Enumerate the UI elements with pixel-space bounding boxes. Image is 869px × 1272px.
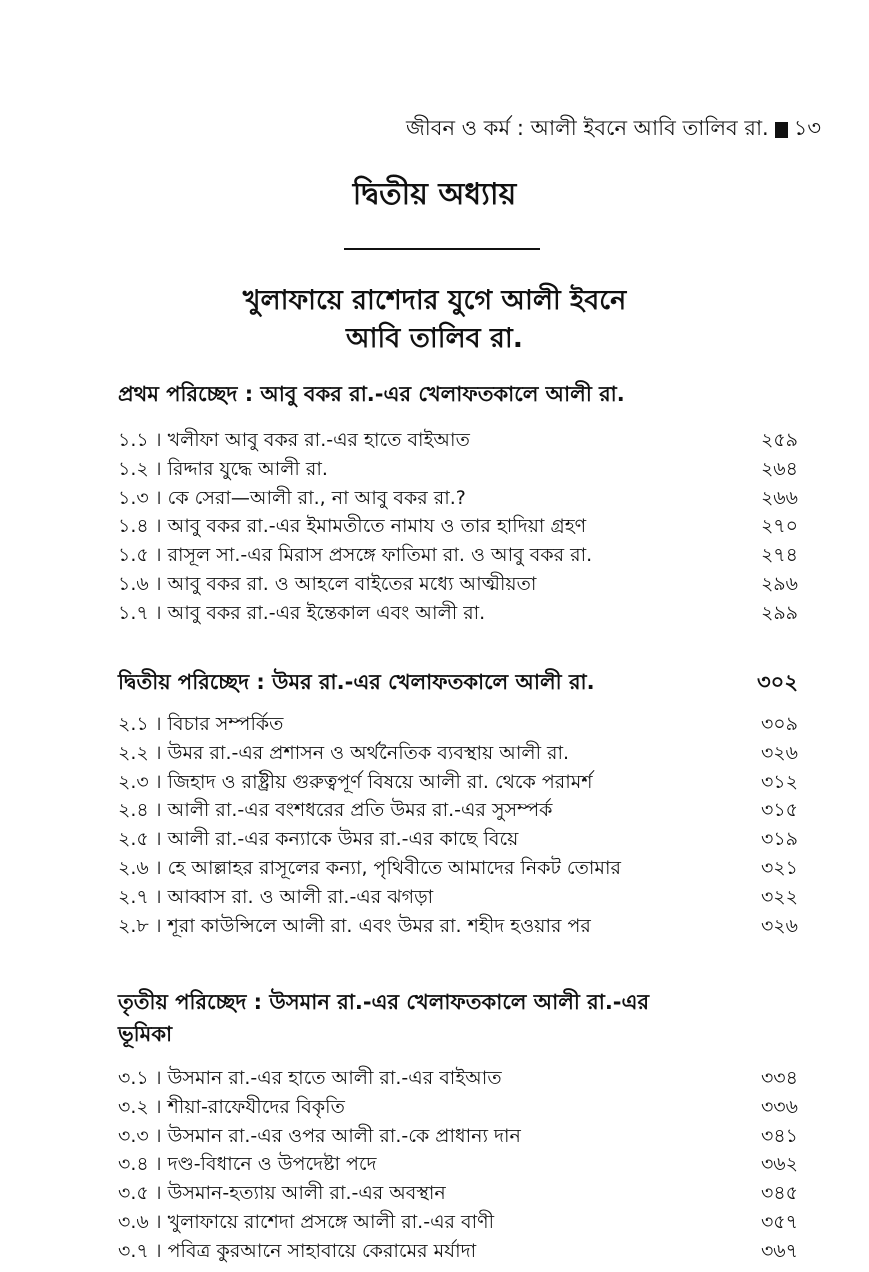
toc-row[interactable] [118,1064,798,1093]
toc-row[interactable] [118,1179,798,1208]
toc-number: ১.৬ । [118,572,162,595]
section-heading-text: তৃতীয় পরিচ্ছেদ : উসমান রা.-এর খেলাফতকালে আলী রা.-এর [118,990,650,1014]
toc-number: ৩.৫ । [118,1182,162,1205]
toc-page: ৩২৬ [760,741,798,764]
main-title-line1: খুলাফায়ে রাশেদার যুগে আলী ইবনে [242,285,627,316]
toc-number: ২.৭ । [118,885,162,908]
toc-page: ২৯৬ [760,572,798,595]
toc-page: ২৬৪ [760,457,798,480]
toc-title: রিদ্দার যুদ্ধে আলী রা. [167,457,328,480]
toc-title: আবু বকর রা.-এর ইমামতীতে নামায ও তার হাদিয়া গ্রহণ [167,515,587,538]
toc-title: উসমান রা.-এর ওপর আলী রা.-কে প্রাধান্য দান [167,1124,521,1147]
toc-number: ৩.৭ । [118,1239,162,1262]
main-title-line2: আবি তালিব রা. [346,323,523,354]
toc-number: ৩.৩ । [118,1124,162,1147]
toc-title: শূরা কাউন্সিলে আলী রা. এবং উমর রা. শহীদ হওয়ার পর [167,914,591,937]
toc-number: ২.৪ । [118,799,162,822]
toc-row[interactable] [118,599,798,628]
toc-number: ১.৩ । [118,486,162,509]
toc-number: ৩.৪ । [118,1153,162,1176]
toc-page: ৩২৬ [760,914,798,937]
toc-title: আলী রা.-এর বংশধরের প্রতি উমর রা.-এর সুসম্পর্ক [167,799,553,822]
running-header [406,112,821,147]
toc-page: ২৫৯ [760,429,798,451]
toc-title: উসমান রা.-এর হাতে আলী রা.-এর বাইআত [167,1067,502,1089]
toc-row[interactable] [118,710,798,739]
toc-list-1 [118,426,798,628]
toc-title: আবু বকর রা. ও আহলে বাইতের মধ্যে আত্মীয়তা [167,572,537,595]
toc-title: শীয়া-রাফেযীদের বিকৃতি [167,1095,345,1118]
toc-title: কে সেরা—আলী রা., না আবু বকর রা.? [167,486,466,509]
toc-row[interactable] [118,768,798,797]
toc-page: ৩৩৬ [760,1095,798,1118]
toc-row[interactable] [118,426,798,455]
toc-page: ২৯৯ [760,601,798,624]
toc-title: বিচার সম্পর্কিত [167,713,284,735]
toc-title: উসমান-হত্যায় আলী রা.-এর অবস্থান [167,1182,446,1205]
toc-title: আবু বকর রা.-এর ইন্তেকাল এবং আলী রা. [167,601,486,624]
toc-page: ৩৪১ [760,1124,798,1147]
toc-page: ৩০৯ [760,713,798,735]
toc-title: জিহাদ ও রাষ্ট্রীয় গুরুত্বপূর্ণ বিষয়ে আলী রা. থেকে পরামর্শ [167,770,593,793]
toc-row[interactable] [118,825,798,854]
toc-row[interactable] [118,1208,798,1237]
header-square-mark [775,122,788,138]
toc-title: আব্বাস রা. ও আলী রা.-এর ঝগড়া [167,885,434,908]
toc-number: ২.২ । [118,741,162,764]
toc-page: ২৭০ [760,515,798,538]
toc-page: ২৬৬ [760,486,798,509]
toc-number: ২.৮ । [118,914,162,937]
chapter-title: দ্বিতীয় অধ্যায় [352,177,517,212]
toc-row[interactable] [118,883,798,912]
toc-title: খলীফা আবু বকর রা.-এর হাতে বাইআত [167,429,470,451]
toc-number: ৩.৬ । [118,1210,162,1233]
toc-number: ১.৭ । [118,601,162,624]
toc-row[interactable] [118,1093,798,1122]
toc-row[interactable] [118,484,798,513]
divider-rule [344,248,540,250]
toc-number: ২.৫ । [118,828,162,851]
page-number: ১৩ [793,116,821,140]
toc-page: ৩১৯ [760,828,798,851]
toc-row[interactable] [118,1122,798,1151]
section-heading-text: প্রথম পরিচ্ছেদ : আবু বকর রা.-এর খেলাফতকালে আলী রা. [118,382,625,406]
toc-page: ৩৫৭ [760,1210,798,1233]
toc-number: ১.১ । [118,429,162,451]
toc-number: ১.৪ । [118,515,162,538]
toc-page: ৩১২ [760,770,798,793]
toc-row[interactable] [118,455,798,484]
toc-page: ৩২১ [760,856,798,879]
toc-number: ৩.২ । [118,1095,162,1118]
section-heading-text: দ্বিতীয় পরিচ্ছেদ : উমর রা.-এর খেলাফতকালে আলী রা. [118,670,595,694]
section-heading-page: ৩০২ [757,670,798,694]
toc-row[interactable] [118,570,798,599]
toc-title: দণ্ড-বিধানে ও উপদেষ্টা পদে [167,1153,377,1176]
toc-row[interactable] [118,1237,798,1266]
toc-page: ২৭৪ [760,544,798,567]
toc-row[interactable] [118,541,798,570]
toc-row[interactable] [118,796,798,825]
toc-number: ৩.১ । [118,1067,162,1089]
section-heading-3 [118,986,798,1050]
toc-title: পবিত্র কুরআনে সাহাবায়ে কেরামের মর্যাদা [167,1239,477,1262]
toc-row[interactable] [118,512,798,541]
toc-number: ২.১ । [118,713,162,735]
toc-list-2 [118,710,798,940]
toc-title: আলী রা.-এর কন্যাকে উমর রা.-এর কাছে বিয়ে [167,828,519,851]
toc-number: ২.৬ । [118,856,162,879]
toc-page: ৩৪৫ [760,1182,798,1205]
section-heading-1 [118,378,798,410]
toc-page: ৩২২ [760,885,798,908]
running-title: জীবন ও কর্ম : আলী ইবনে আবি তালিব রা. [405,116,769,140]
main-title [0,282,869,358]
toc-page: ৩৩৪ [760,1067,798,1089]
section-heading-2 [118,666,798,698]
toc-number: ২.৩ । [118,770,162,793]
toc-title: খুলাফায়ে রাশেদা প্রসঙ্গে আলী রা.-এর বাণী [167,1210,495,1233]
toc-title: রাসূল সা.-এর মিরাস প্রসঙ্গে ফাতিমা রা. ও আবু বকর রা. [167,544,593,567]
toc-page: ৩১৫ [760,799,798,822]
section-heading-continuation: ভূমিকা [118,1022,173,1046]
toc-title: উমর রা.-এর প্রশাসন ও অর্থনৈতিক ব্যবস্থায় আলী রা. [167,741,570,764]
toc-page: ৩৬৭ [760,1239,798,1262]
toc-number: ১.৫ । [118,544,162,567]
toc-row[interactable] [118,854,798,883]
toc-row[interactable] [118,739,798,768]
toc-row[interactable] [118,1150,798,1179]
toc-number: ১.২ । [118,457,162,480]
toc-title: হে আল্লাহর রাসূলের কন্যা, পৃথিবীতে আমাদের নিকট তোমার [167,856,621,879]
toc-page: ৩৬২ [760,1153,798,1176]
toc-list-3 [118,1064,798,1266]
toc-row[interactable] [118,912,798,941]
